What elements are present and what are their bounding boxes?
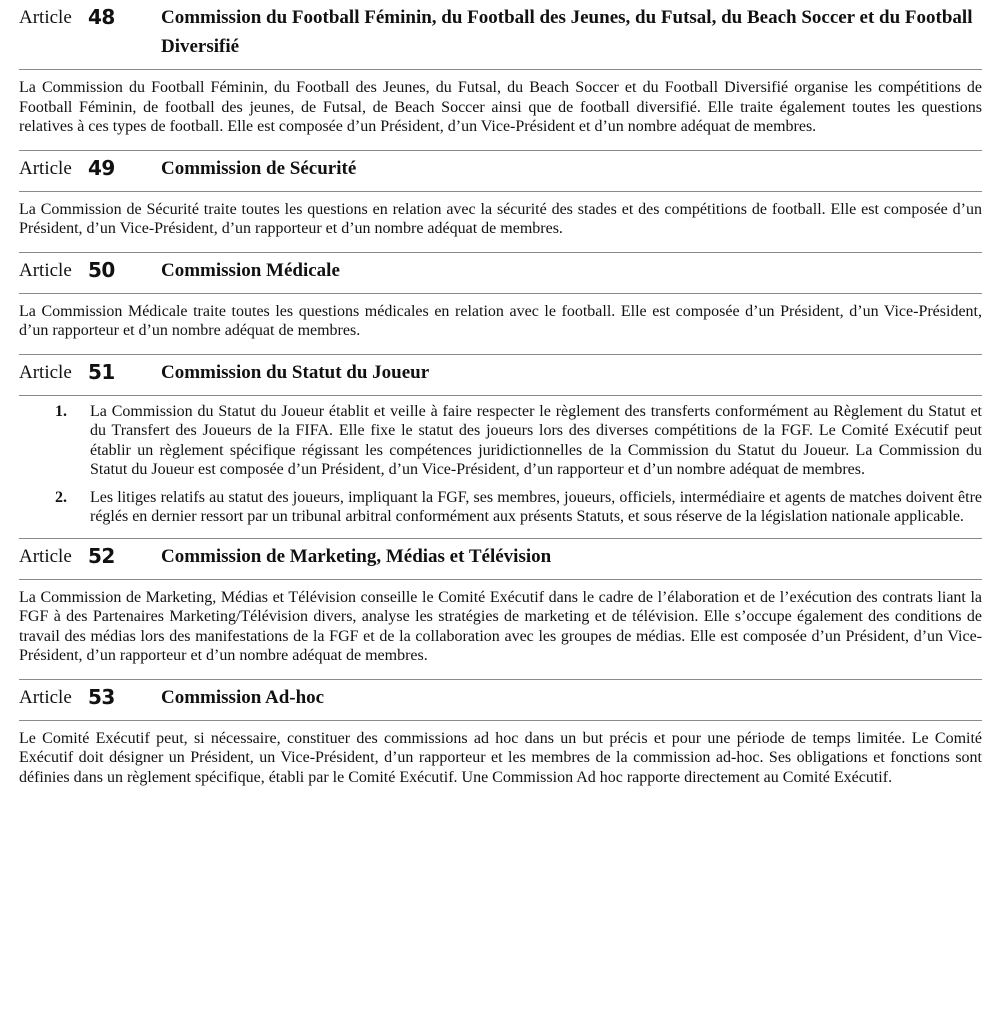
statutes-document: [19, 0, 982, 800]
article-body: La Commission de Sécurité traite toutes les questions en relation avec la sécurité des stades et des compétitions de football. Elle est composée d’un Président, d’un Vice-Président, d’un rapporteur et d’un nombre adéquat de membres.: [19, 192, 982, 253]
item-text: Les litiges relatifs au statut des joueurs, impliquant la FGF, ses membres, joueurs, officiels, intermédiaire et agents de matches doivent être réglés en dernier ressort par un tribunal arbitral conformément aux présents Statuts, et sous réserve de la législation nationale applicable.: [90, 488, 982, 525]
article-body: La Commission de Marketing, Médias et Télévision conseille le Comité Exécutif dans le cadre de l’élaboration et de l’exécution des contrats liant la FGF à des Partenaires Marketing/Télévision divers, analyse les stratégies de marketing et de télévision. Elle s’occupe également des conditions de travail des médias lors des manifestations de la FGF et de la collaboration avec les groupes de médias. Elle est composée d’un Président, d’un Vice-Président, d’un rapporteur et d’un nombre adéquat de membres.: [19, 580, 982, 680]
article-label: Article: [19, 686, 72, 708]
article-heading: [19, 680, 982, 721]
article-title: Commission de Marketing, Médias et Télévision: [161, 545, 552, 567]
article-body: Le Comité Exécutif peut, si nécessaire, constituer des commissions ad hoc dans un but précis et pour une période de temps limitée. Le Comité Exécutif doit désigner un Président, un Vice-Président, d’un rapporteur et les membres de la commission ad-hoc. Ses obligations et fonctions sont définies dans un règlement spécifique, établi par le Comité Exécutif. Une Commission Ad hoc rapporte directement au Comité Exécutif.: [19, 729, 982, 786]
article-number: 51: [88, 359, 115, 384]
article-50: [19, 253, 982, 355]
article-body: La Commission du Football Féminin, du Football des Jeunes, du Futsal, du Beach Soccer et du Football Diversifié organise les compétitions de Football Féminin, de football des jeunes, de Futsal, de Beach Soccer ainsi que de football diversifié. Elle traite également toutes les questions relatives à ces types de football. Elle est composée d’un Président, d’un Vice-Président et d’un nombre adéquat de membres.: [19, 70, 982, 151]
article-number: 48: [88, 5, 115, 29]
article-48: [19, 0, 982, 151]
article-title: Commission du Football Féminin, du Football des Jeunes, du Futsal, du Beach Soccer et du Football Diversifié: [161, 7, 973, 57]
article-title: Commission de Sécurité: [161, 157, 357, 179]
article-51: [19, 355, 982, 539]
item-number: 2.: [55, 488, 67, 506]
article-heading: [19, 355, 982, 396]
list-item: [19, 402, 982, 480]
article-49: [19, 151, 982, 253]
article-number: 49: [88, 155, 115, 180]
article-number: 52: [88, 543, 115, 568]
numbered-paragraphs: [19, 396, 982, 539]
article-53: [19, 680, 982, 801]
article-label: Article: [19, 259, 72, 281]
article-label: Article: [19, 545, 72, 567]
article-title: Commission du Statut du Joueur: [161, 361, 430, 383]
article-heading: [19, 253, 982, 294]
article-heading: [19, 151, 982, 192]
item-text: La Commission du Statut du Joueur établit et veille à faire respecter le règlement des transferts conformément au Règlement du Statut et du Transfert des Joueurs de la FIFA. Elle fixe le statut des joueurs lors des diverses compétitions de la FGF. Le Comité Exécutif peut établir un règlement spécifique régissant les compétences juridictionnelles de la Commission du Statut du Joueur. La Commission du Statut du Joueur est composée d’un Président, d’un Vice-Président, d’un rapporteur et d’un nombre adéquat de membres.: [90, 402, 982, 478]
article-number: 50: [88, 257, 115, 282]
list-item: [19, 488, 982, 527]
article-52: [19, 539, 982, 680]
article-heading: [19, 539, 982, 580]
article-label: Article: [19, 157, 72, 179]
item-number: 1.: [55, 402, 67, 420]
article-title: Commission Médicale: [161, 259, 340, 281]
article-title: Commission Ad-hoc: [161, 686, 325, 708]
article-body: La Commission Médicale traite toutes les questions médicales en relation avec le football. Elle est composée d’un Président, d’un Vice-Président, d’un rapporteur et d’un nombre adéquat de membres.: [19, 294, 982, 355]
article-heading: [19, 0, 982, 70]
article-label: Article: [19, 7, 72, 28]
article-number: 53: [88, 684, 115, 709]
article-label: Article: [19, 361, 72, 383]
